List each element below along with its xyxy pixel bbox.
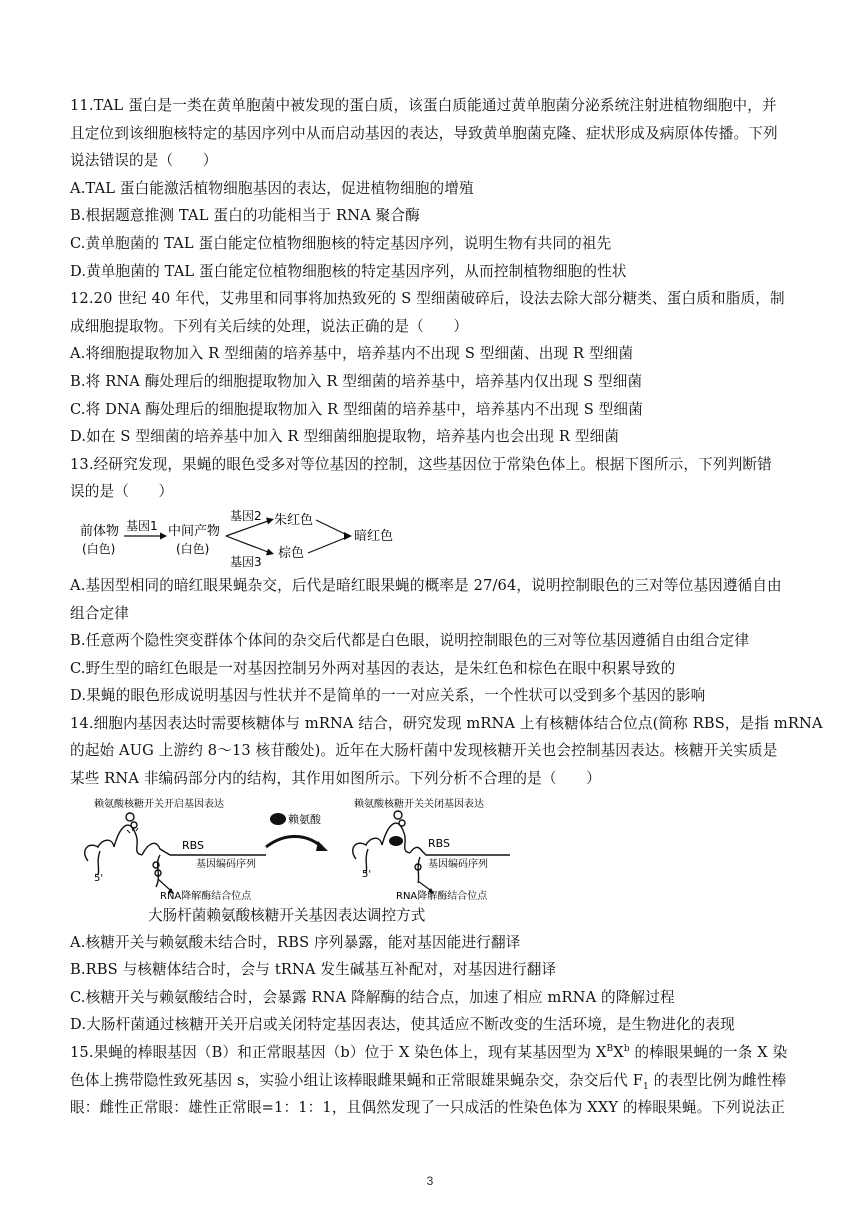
q12-option-d: D.如在 S 型细菌的培养基中加入 R 型细菌细胞提取物，培养基内也会出现 R 型细菌: [70, 428, 620, 446]
pointer-left: [158, 879, 170, 890]
arrowhead: [316, 841, 328, 851]
riboswitch-diagram: [70, 795, 798, 903]
q11-option-a: A.TAL 蛋白能激活植物细胞基因的表达，促进植物细胞的增殖: [70, 179, 474, 197]
q15-text: 的棒眼果蝇的一条 X 染: [629, 1044, 788, 1062]
right-title: 赖氨酸核糖开关关闭基因表达: [354, 798, 484, 810]
question-11: [70, 92, 798, 285]
exam-page: [70, 92, 823, 1122]
allele-superscript: B: [606, 1044, 614, 1055]
allele-superscript: b: [623, 1044, 630, 1055]
arrowhead: [266, 517, 274, 524]
vermilion-label: 朱红色: [274, 512, 314, 528]
precursor-label: 前体物: [80, 523, 120, 539]
q11-option-c: C.黄单胞菌的 TAL 蛋白能定位植物细胞核的特定基因序列，说明生物有共同的祖先: [70, 234, 612, 252]
five-prime-right: 5': [362, 868, 372, 880]
q15-stem-line-1: [70, 1039, 798, 1067]
riboswitch-open-structure: [85, 813, 266, 887]
arrow-brown: [308, 538, 345, 553]
transition-arrow: [266, 836, 322, 847]
q14-option-b: B.RBS 与核糖体结合时，会与 tRNA 发生碱基互补配对，对基因进行翻译: [70, 961, 557, 979]
riboswitch-caption: 大肠杆菌赖氨酸核糖开关基因表达调控方式: [148, 906, 426, 924]
page-number: 3: [426, 1174, 434, 1188]
question-15: [70, 1039, 798, 1122]
question-12: [70, 285, 798, 451]
q11-option-b: B.根据题意推测 TAL 蛋白的功能相当于 RNA 聚合酶: [70, 207, 420, 225]
q12-option-b: B.将 RNA 酶处理后的细胞提取物加入 R 型细菌的培养基中，培养基内仅出现 S 型细菌: [70, 372, 643, 390]
q13-option-d: D.果蝇的眼色形成说明基因与性状并不是简单的一一对应关系，一个性状可以受到多个基因的影响: [70, 687, 706, 705]
q11-stem-line: 11.TAL 蛋白是一类在黄单胞菌中被发现的蛋白质，该蛋白质能通过黄单胞菌分泌系统注射进植物细胞中，并: [70, 97, 777, 114]
q13-option-c: C.野生型的暗红色眼是一对基因控制另外两对基因的表达，是朱红色和棕色在眼中积累导致的: [70, 659, 676, 677]
q15-text: 的表型比例为雌性棒: [648, 1071, 787, 1089]
dark-red-label: 暗红色: [354, 528, 394, 544]
lysine-molecule: [270, 813, 286, 825]
q14-stem-line: 14.细胞内基因表达时需要核糖体与 mRNA 结合，研究发现 mRNA 上有核糖体结合位点(简称 RBS，是指 mRNA: [70, 714, 823, 732]
q13-option-a: A.基因型相同的暗红眼果蝇杂交，后代是暗红眼果蝇的概率是 27/64，说明控制眼色的三对等位基因遵循自由: [70, 576, 782, 594]
pointer-right: [418, 881, 430, 890]
pathway-svg: [70, 508, 410, 570]
q15-text: 15.果蝇的棒眼基因（B）和正常眼基因（b）位于 X 染色体上，现有某基因型为 X: [70, 1044, 607, 1062]
q12-stem-line: 成细胞提取物。下列有关后续的处理，说法正确的是（ ）: [70, 317, 469, 335]
lysine-label: 赖氨酸: [288, 812, 321, 826]
degrade-site-right: RNA降解酶结合位点: [396, 890, 488, 902]
q14-stem-line: 某些 RNA 非编码部分内的结构，其作用如图所示。下列分析不合理的是（ ）: [70, 770, 601, 788]
intermediate-color-label: (白色): [176, 541, 210, 556]
q12-option-a: A.将细胞提取物加入 R 型细菌的培养基中，培养基内不出现 S 型细菌、出现 R 型细菌: [70, 345, 634, 363]
q15-stem-line-3: 眼：雌性正常眼：雄性正常眼=1：1：1，且偶然发现了一只成活的性染色体为 XXY 的棒眼果蝇。下列说法正: [70, 1099, 786, 1117]
q11-option-d: D.黄单胞菌的 TAL 蛋白能定位植物细胞核的特定基因序列，从而控制植物细胞的性状: [70, 262, 627, 280]
arrowhead: [266, 548, 274, 555]
left-title: 赖氨酸核糖开关开启基因表达: [94, 798, 224, 810]
coding-right: 基因编码序列: [428, 858, 488, 870]
coding-left: 基因编码序列: [196, 858, 256, 870]
q11-stem-line: 说法错误的是（ ）: [70, 152, 218, 170]
bound-lysine: [389, 836, 403, 846]
brown-label: 棕色: [278, 545, 305, 561]
question-14: [70, 710, 823, 1039]
q12-option-c: C.将 DNA 酶处理后的细胞提取物加入 R 型细菌的培养基中，培养基内不出现 S 型细菌: [70, 400, 643, 418]
intermediate-label: 中间产物: [168, 523, 221, 539]
generation-subscript: 1: [643, 1081, 649, 1092]
arrow-vermilion: [316, 520, 345, 534]
gene1-label: 基因1: [126, 518, 158, 533]
gene3-label: 基因3: [230, 554, 262, 569]
degrade-site-left: RNA降解酶结合位点: [160, 890, 252, 902]
q14-stem-line: 的起始 AUG 上游约 8～13 核苷酸处)。近年在大肠杆菌中发现核糖开关也会控制基因表达。核糖开关实质是: [70, 742, 778, 760]
q14-option-d: D.大肠杆菌通过核糖开关开启或关闭特定基因表达，使其适应不断改变的生活环境，是生物进化的表现: [70, 1016, 735, 1034]
arrowhead: [344, 532, 352, 540]
q13-option-b: B.任意两个隐性突变群体个体间的杂交后代都是白色眼，说明控制眼色的三对等位基因遵循自由组合定律: [70, 632, 750, 650]
question-13: [70, 451, 798, 710]
q14-option-a: A.核糖开关与赖氨酸未结合时，RBS 序列暴露，能对基因能进行翻译: [70, 933, 521, 951]
riboswitch-svg: [70, 795, 530, 903]
q15-stem-line-2: [70, 1067, 798, 1095]
precursor-color-label: (白色): [82, 541, 116, 556]
q15-text: 色体上携带隐性致死基因 s，实验小组让该棒眼雌果蝇和正常眼雄果蝇杂交，杂交后代 F: [70, 1071, 644, 1089]
q11-stem-line: 且定位到该细胞核特定的基因序列中从而启动基因的表达，导致黄单胞菌克隆、症状形成及病原体传播。下列: [70, 124, 778, 142]
rbs-left: RBS: [182, 838, 204, 852]
arrowhead: [160, 532, 167, 539]
eye-color-pathway-diagram: [70, 508, 798, 570]
q13-stem-line: 误的是（ ）: [70, 483, 174, 501]
arrow-gene3: [226, 536, 268, 552]
q13-stem-line: 13.经研究发现，果蝇的眼色受多对等位基因的控制，这些基因位于常染色体上。根据下图所示，下列判断错: [70, 455, 772, 473]
five-prime-left: 5': [94, 872, 104, 884]
arrow-gene2: [226, 521, 268, 536]
q15-text: X: [613, 1044, 624, 1062]
q14-option-c: C.核糖开关与赖氨酸结合时，会暴露 RNA 降解酶的结合点，加速了相应 mRNA 的降解过程: [70, 988, 675, 1006]
gene2-label: 基因2: [230, 508, 262, 523]
q12-stem-line: 12.20 世纪 40 年代，艾弗里和同事将加热致死的 S 型细菌破碎后，设法去除大部分糖类、蛋白质和脂质，制: [70, 290, 785, 308]
rbs-right: RBS: [428, 836, 450, 850]
q13-option-a-cont: 组合定律: [70, 604, 129, 622]
